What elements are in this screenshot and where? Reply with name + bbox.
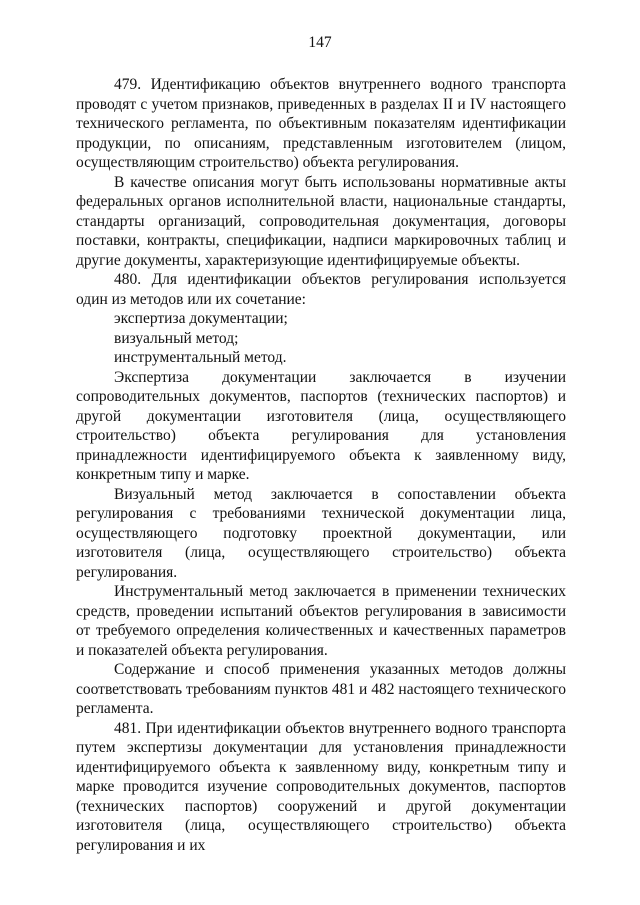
paragraph-481: 481. При идентификации объектов внутреннего водного транспорта путем экспертизы документации для установления принадлежности идентифицируемого объекта к заявленному виду, конкретным типу и марке проводится изучение сопроводительных документов, паспортов (технических паспортов) сооружений и другой документации изготовителя (лица, осуществляющего строительство) объекта регулирования и их	[76, 719, 566, 854]
paragraph-description: В качестве описания могут быть использованы нормативные акты федеральных органов исполнительной власти, национальные стандарты, стандарты организаций, сопроводительная документация, договоры поставки, контракты, спецификации, надписи маркировочных таблиц и другие документы, характеризующие идентифицируемые объекты.	[76, 173, 566, 269]
paragraph-instrumental-method: Инструментальный метод заключается в применении технических средств, проведении испытаний объектов регулирования в зависимости от требуемого определения количественных и качественных параметров и показателей объекта регулирования.	[76, 583, 566, 659]
paragraph-479: 479. Идентификацию объектов внутреннего водного транспорта проводят с учетом признаков, приведенных в разделах II и IV настоящего технического регламента, по объективным показателям идентификации продукции, по описаниям, представленным изготовителем (лицом, осуществляющим строительство) объекта регулирования.	[76, 76, 566, 171]
paragraph-documentation-expertise: Экспертиза документации заключается в изучении сопроводительных документов, паспортов (технических паспортов) и другой документации изготовителя (лица, осуществляющего строительство) объекта регулирования для установления принадлежности идентифицируемого объекта к заявленному виду, конкретным типу и марке.	[76, 368, 566, 483]
paragraph-methods-requirements: Содержание и способ применения указанных методов должны соответствовать требованиям пунктов 481 и 482 настоящего технического регламента.	[76, 661, 566, 717]
list-item-instrumental-method: инструментальный метод.	[114, 349, 287, 366]
paragraph-visual-method: Визуальный метод заключается в сопоставлении объекта регулирования с требованиями технической документации лица, осуществляющего подготовку проектной документации, или изготовителя (лица, осуществляющего строительство) объекта регулирования.	[76, 485, 566, 581]
paragraph-480: 480. Для идентификации объектов регулирования используется один из методов или их сочетание:	[76, 271, 566, 308]
page-number: 147	[308, 34, 332, 51]
document-body	[76, 75, 566, 855]
list-item-documentation-expertise: экспертиза документации;	[114, 310, 288, 327]
list-item-visual-method: визуальный метод;	[114, 329, 239, 347]
